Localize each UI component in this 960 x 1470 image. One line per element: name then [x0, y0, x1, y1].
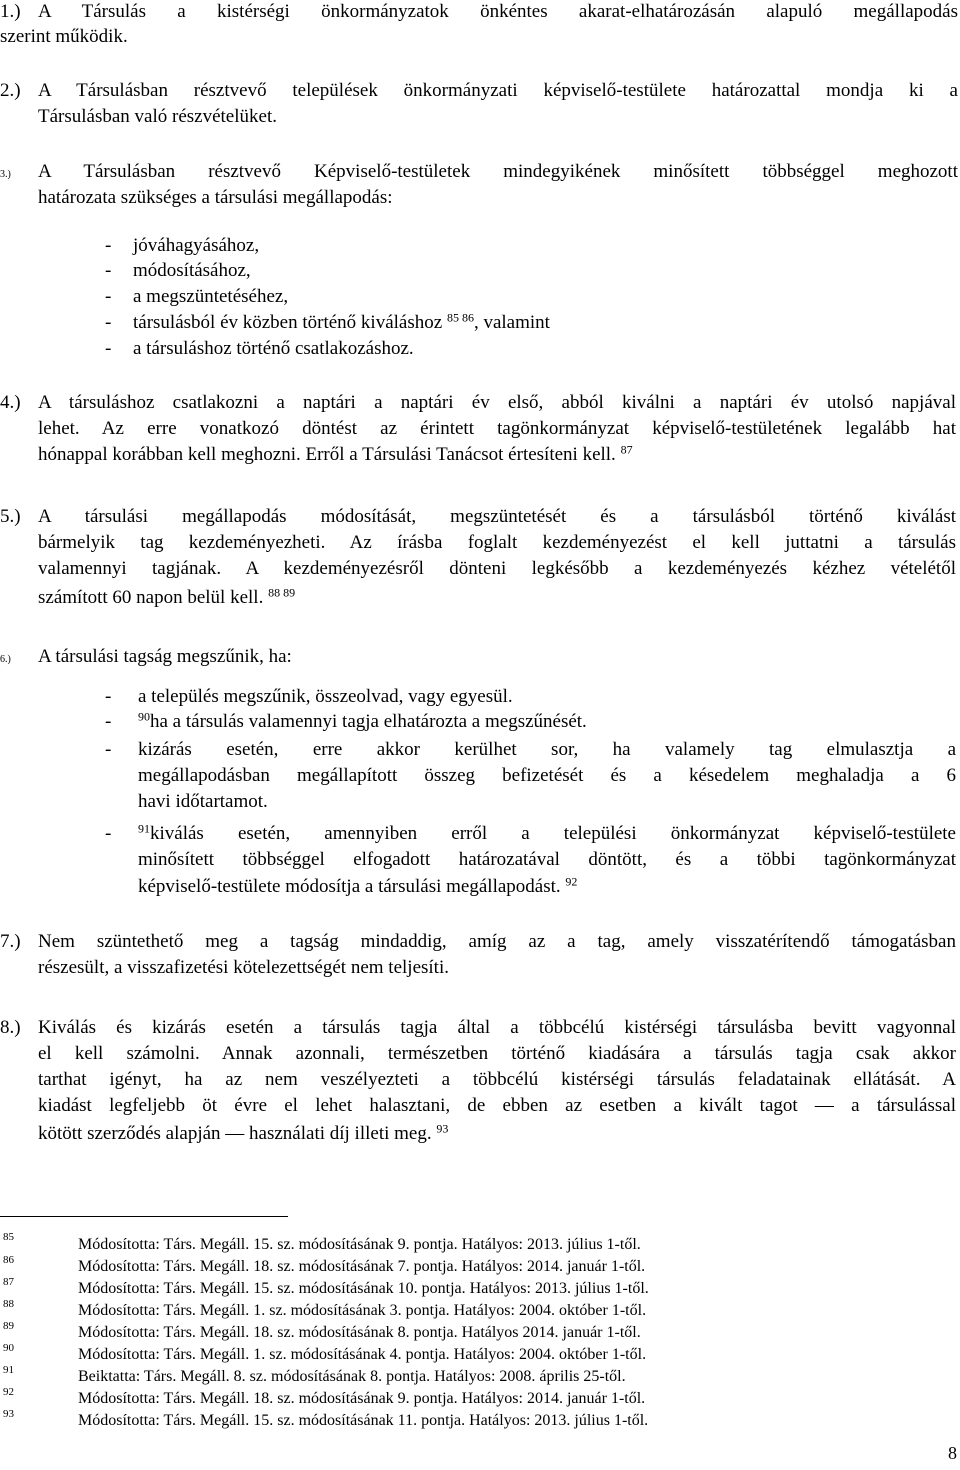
- item-8-line-3: tarthat igényt, ha az nem veszélyezteti a többcélú kistérségi társulás feladatainak ellátását. A: [38, 1069, 956, 1090]
- footnote-text: Módosította: Társ. Megáll. 18. sz. módosításának 7. pontja. Hatályos: 2014. január 1-től.: [78, 1258, 646, 1275]
- bullet-dash: -: [105, 823, 112, 844]
- item-1-number: 1.): [0, 1, 21, 22]
- item-3-bullet-4: [133, 311, 550, 335]
- item-2-line-2: Társulásban való részvételüket.: [38, 106, 277, 127]
- item-5-line-4: [38, 586, 295, 610]
- footnote-ref: 90: [138, 709, 150, 724]
- item-1-line-2: szerint működik.: [0, 26, 128, 47]
- footnote-number: 86: [3, 1254, 14, 1266]
- item-8-number: 8.): [0, 1017, 21, 1038]
- item-4-line-2: lehet. Az erre vonatkozó döntést az érintett tagönkormányzat képviselő-testületének legalább hat: [38, 418, 956, 439]
- footnote-text: Módosította: Társ. Megáll. 15. sz. módosításának 11. pontja. Hatályos: 2013. július 1-től.: [78, 1412, 649, 1429]
- item-4-number: 4.): [0, 392, 21, 413]
- item-6-bullet-4-text: kiválás esetén, amennyiben erről a települési önkormányzat képviselő-testülete: [150, 823, 956, 844]
- item-3-line-2: határozata szükséges a társulási megállapodás:: [38, 187, 393, 208]
- item-4-line-3: [38, 443, 633, 467]
- item-8-line-2: el kell számolni. Annak azonnali, természetben történő kiadására a társulás tagja csak akkor: [38, 1043, 956, 1064]
- item-3-bullet-1: jóváhagyásához,: [133, 235, 260, 256]
- footnote-number: 90: [3, 1342, 14, 1354]
- bullet-dash: -: [105, 286, 112, 307]
- footnote-ref: 92: [565, 874, 578, 889]
- footnote-ref: 91: [138, 821, 150, 836]
- item-6-bullet-4-line-3: [138, 875, 577, 899]
- item-8-line-4: kiadást legfeljebb öt évre el lehet halasztani, de ebben az esetben a kivált tagot — a társulással: [38, 1095, 956, 1116]
- item-3-line-1: A Társulásban résztvevő Képviselő-testületek mindegyikének minősített többséggel meghozott: [38, 161, 958, 182]
- item-6-bullet-1: a település megszűnik, összeolvad, vagy egyesül.: [138, 686, 513, 707]
- item-4-line-1: A társuláshoz csatlakozni a naptári a naptári év első, abból kiválni a naptári év utolsó napjával: [38, 392, 956, 413]
- item-6-bullet-3-line-3: havi időtartamot.: [138, 791, 268, 812]
- bullet-dash: -: [105, 260, 112, 281]
- item-5-line-2: bármelyik tag kezdeményezheti. Az írásba foglalt kezdeményezést el kell juttatni a társulás: [38, 532, 956, 553]
- footnote-separator: [0, 1216, 288, 1217]
- item-3-bullet-3: a megszüntetéséhez,: [133, 286, 289, 307]
- item-6-bullet-4-line-1: [138, 822, 956, 846]
- bullet-dash: -: [105, 686, 112, 707]
- item-4-line-3-text: hónappal korábban kell meghozni. Erről a Társulási Tanácsot értesíteni kell.: [38, 444, 616, 465]
- item-3-bullet-4-end: , valamint: [473, 312, 550, 333]
- item-2-line-1: A Társulásban résztvevő települések önkormányzati képviselő-testülete határozattal mondja ki a: [38, 80, 958, 101]
- item-8-line-1: Kiválás és kizárás esetén a társulás tagja által a többcélú kistérségi társulásba bevitt vagyonnal: [38, 1017, 956, 1038]
- bullet-dash: -: [105, 235, 112, 256]
- item-7-line-1: Nem szüntethető meg a tagság mindaddig, amíg az a tag, amely visszatérítendő támogatásban: [38, 931, 956, 952]
- footnote-number: 93: [3, 1408, 14, 1420]
- bullet-dash: -: [105, 312, 112, 333]
- footnote-number: 87: [3, 1276, 14, 1288]
- footnote-text: Módosította: Társ. Megáll. 18. sz. módosításának 9. pontja. Hatályos: 2014. január 1-től.: [78, 1390, 646, 1407]
- item-7-number: 7.): [0, 931, 21, 952]
- footnote-text: Módosította: Társ. Megáll. 15. sz. módosításának 9. pontja. Hatályos: 2013. július 1-től.: [78, 1236, 641, 1253]
- item-6-bullet-4-line-2: minősített többséggel elfogadott határozatával döntött, és a többi tagönkormányzat: [138, 849, 956, 870]
- item-3-number: 3.): [0, 169, 11, 180]
- page-number: 8: [948, 1443, 957, 1463]
- item-6-bullet-4-line-3-text: képviselő-testülete módosítja a társulási megállapodást.: [138, 876, 561, 897]
- footnote-ref: 93: [436, 1121, 449, 1136]
- footnote-ref: 87: [620, 442, 633, 457]
- item-5-line-1: A társulási megállapodás módosítását, megszüntetését és a társulásból történő kiválást: [38, 506, 956, 527]
- item-3-bullet-2: módosításához,: [133, 260, 251, 281]
- item-5-line-4-text: számított 60 napon belül kell.: [38, 587, 264, 608]
- footnote-text: Módosította: Társ. Megáll. 1. sz. módosításának 3. pontja. Hatályos: 2004. október 1-től.: [78, 1302, 647, 1319]
- footnote-number: 89: [3, 1320, 14, 1332]
- item-8-line-5-text: kötött szerződés alapján — használati díj illeti meg.: [38, 1123, 432, 1144]
- item-6-line-1: A társulási tagság megszűnik, ha:: [38, 646, 292, 667]
- footnote-text: Módosította: Társ. Megáll. 15. sz. módosításának 10. pontja. Hatályos: 2013. július 1-től.: [78, 1280, 649, 1297]
- footnote-number: 88: [3, 1298, 14, 1310]
- item-6-bullet-3-line-1: kizárás esetén, erre akkor kerülhet sor, ha valamely tag elmulasztja a: [138, 739, 956, 760]
- item-5-number: 5.): [0, 506, 21, 527]
- bullet-dash: -: [105, 739, 112, 760]
- footnote-text: Módosította: Társ. Megáll. 1. sz. módosításának 4. pontja. Hatályos: 2004. október 1-től.: [78, 1346, 647, 1363]
- footnote-number: 85: [3, 1231, 14, 1243]
- footnote-text: Beiktatta: Társ. Megáll. 8. sz. módosításának 8. pontja. Hatályos: 2008. április 25-től.: [78, 1368, 626, 1385]
- item-6-bullet-2-text: ha a társulás valamennyi tagja elhatározta a megszűnését.: [150, 711, 587, 732]
- item-7-line-2: részesült, a visszafizetési kötelezettségét nem teljesíti.: [38, 957, 449, 978]
- bullet-dash: -: [105, 711, 112, 732]
- bullet-dash: -: [105, 338, 112, 359]
- item-3-bullet-4-text: társulásból év közben történő kiváláshoz: [133, 312, 443, 333]
- item-5-line-3: valamennyi tagjának. A kezdeményezésről dönteni legkésőbb a kezdeményezés kézhez vételétől: [38, 558, 956, 579]
- item-6-bullet-3-line-2: megállapodásban megállapított összeg befizetését és a késedelem meghaladja a 6: [138, 765, 956, 786]
- item-3-bullet-5: a társuláshoz történő csatlakozáshoz.: [133, 338, 414, 359]
- item-2-number: 2.): [0, 80, 21, 101]
- item-8-line-5: [38, 1122, 448, 1146]
- item-6-bullet-2: [138, 710, 587, 734]
- footnote-ref: 88 89: [268, 585, 296, 600]
- item-6-number: 6.): [0, 654, 11, 665]
- item-1-line-1: A Társulás a kistérségi önkormányzatok önkéntes akarat-elhatározásán alapuló megállapodás: [38, 1, 958, 22]
- footnote-number: 92: [3, 1386, 14, 1398]
- footnote-ref: 85 86: [446, 310, 474, 325]
- footnote-number: 91: [3, 1364, 14, 1376]
- footnote-text: Módosította: Társ. Megáll. 18. sz. módosításának 8. pontja. Hatályos 2014. január 1-től.: [78, 1324, 641, 1341]
